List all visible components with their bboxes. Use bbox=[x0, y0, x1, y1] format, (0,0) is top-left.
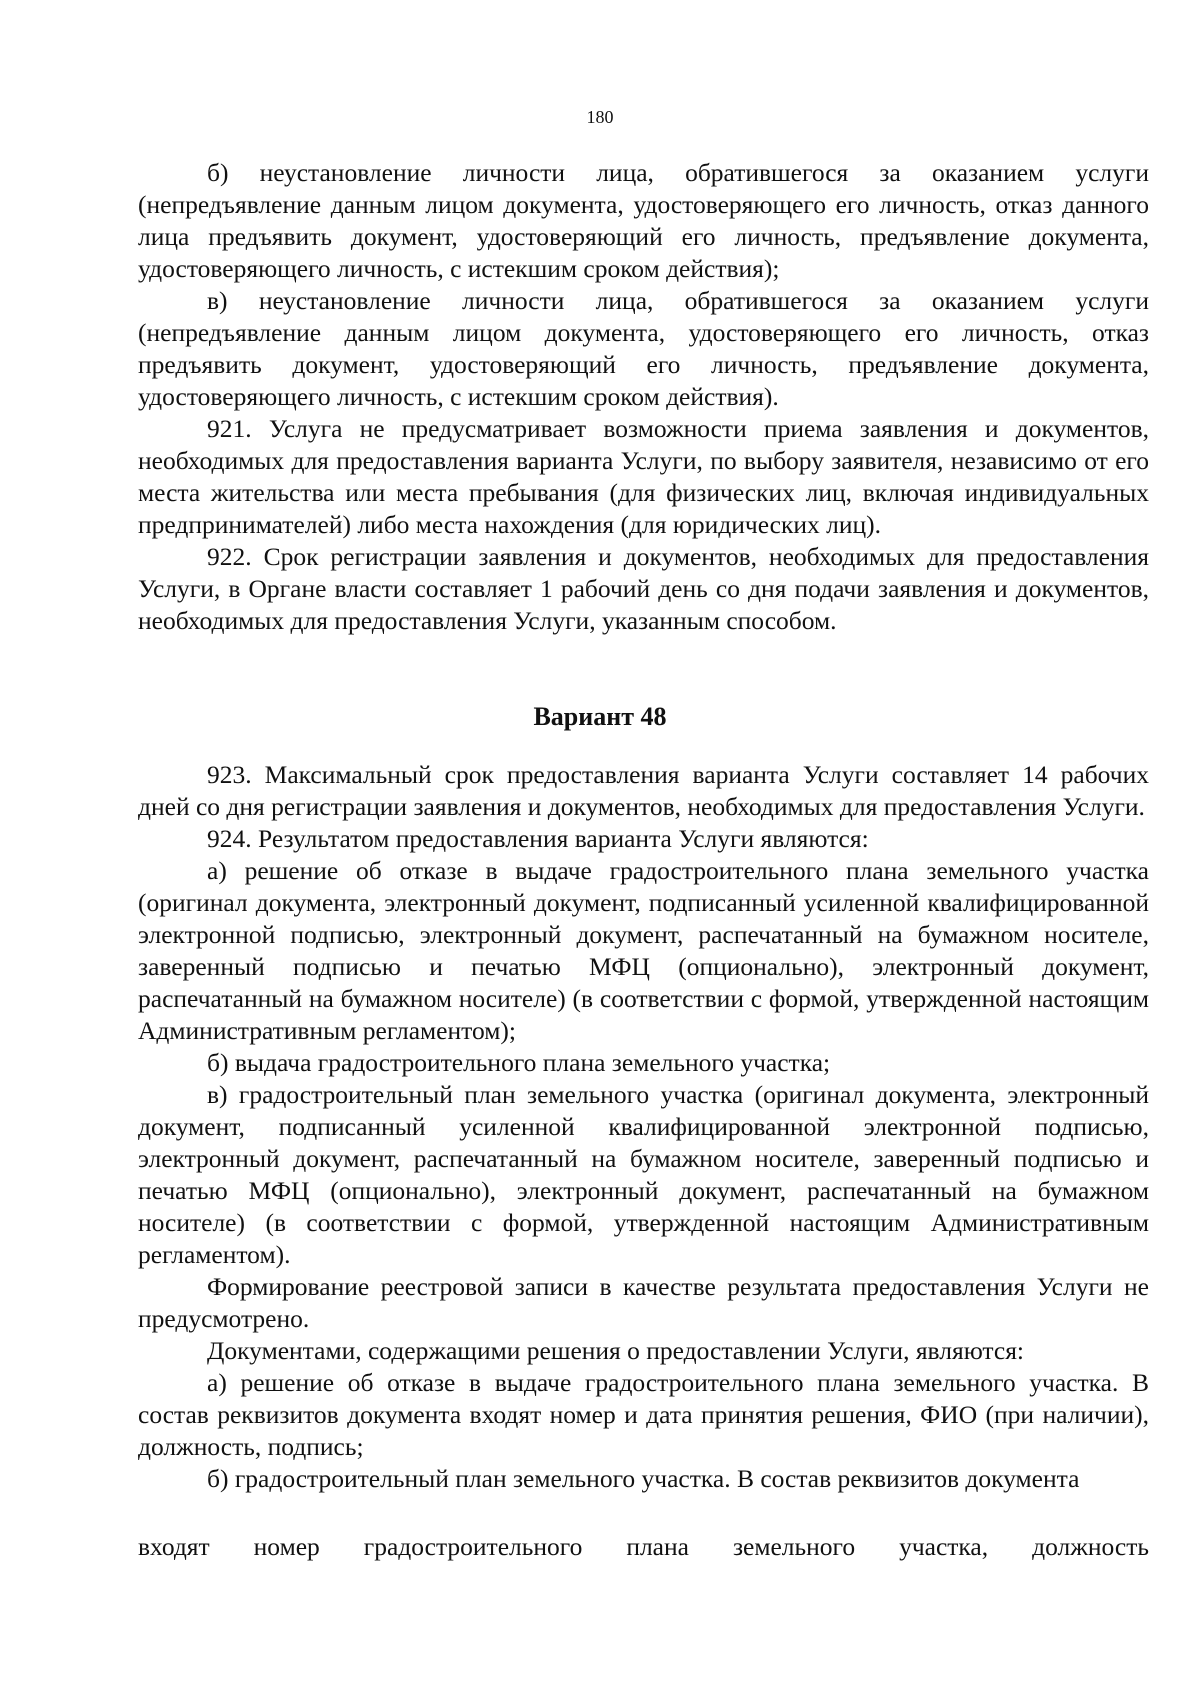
paragraph: б) градостроительный план земельного участка. В состав реквизитов документа bbox=[207, 1464, 1080, 1493]
page-number: 180 bbox=[586, 107, 614, 127]
paragraph: б) неустановление личности лица, обратившегося за оказанием услуги (непредъявление данным лицом документа, удостоверяющего его личность, отказ данного лица предъявить документ, удостоверяющий его личность, предъявление документа, удостоверяющего личность, с истекшим сроком действия); bbox=[138, 158, 1149, 283]
word: земельного bbox=[732, 1532, 856, 1561]
continued-paragraph-last-line bbox=[138, 1531, 1149, 1563]
paragraph: 922. Срок регистрации заявления и документов, необходимых для предоставления Услуги, в Органе власти составляет 1 рабочий день со дня подачи заявления и документов, необходимых для предоставления Услуги, указанным способом. bbox=[138, 542, 1149, 635]
word: должность bbox=[1032, 1532, 1149, 1561]
paragraph: в) градостроительный план земельного участка (оригинал документа, электронный документ, подписанный усиленной квалифицированной электронной подписью, электронный документ, распечатанный на бумажном носителе, заверенный подписью и печатью МФЦ (опционально), электронный документ, распечатанный на бумажном носителе) (в соответствии с формой, утвержденной настоящим Административным регламентом). bbox=[138, 1080, 1149, 1269]
paragraph: Формирование реестровой записи в качестве результата предоставления Услуги не предусмотрено. bbox=[138, 1272, 1149, 1333]
section-heading: Вариант 48 bbox=[533, 702, 667, 731]
word: номер bbox=[253, 1532, 320, 1561]
word: участка, bbox=[899, 1532, 989, 1561]
word: градостроительного bbox=[363, 1532, 583, 1561]
text-block-before-heading bbox=[138, 157, 1149, 637]
paragraph: 923. Максимальный срок предоставления варианта Услуги составляет 14 рабочих дней со дня регистрации заявления и документов, необходимых для предоставления Услуги. bbox=[138, 760, 1149, 821]
paragraph: в) неустановление личности лица, обратившегося за оказанием услуги (непредъявление данным лицом документа, удостоверяющего его личность, отказ предъявить документ, удостоверяющий его личность, предъявление документа, удостоверяющего личность, с истекшим сроком действия). bbox=[138, 286, 1149, 411]
paragraph: б) выдача градостроительного плана земельного участка; bbox=[207, 1048, 831, 1077]
paragraph: а) решение об отказе в выдаче градостроительного плана земельного участка. В состав реквизитов документа входят номер и дата принятия решения, ФИО (при наличии), должность, подпись; bbox=[138, 1368, 1149, 1461]
text-block-after-heading bbox=[138, 759, 1149, 1495]
paragraph: Документами, содержащими решения о предоставлении Услуги, являются: bbox=[207, 1336, 1025, 1365]
paragraph: 924. Результатом предоставления варианта Услуги являются: bbox=[207, 824, 869, 853]
word: входят bbox=[138, 1532, 210, 1561]
paragraph: а) решение об отказе в выдаче градостроительного плана земельного участка (оригинал документа, электронный документ, подписанный усиленной квалифицированной электронной подписью, электронный документ, распечатанный на бумажном носителе, заверенный подписью и печатью МФЦ (опционально), электронный документ, распечатанный на бумажном носителе) (в соответствии с формой, утвержденной настоящим Административным регламентом); bbox=[138, 856, 1149, 1045]
paragraph: 921. Услуга не предусматривает возможности приема заявления и документов, необходимых для предоставления варианта Услуги, по выбору заявителя, независимо от его места жительства или места пребывания (для физических лиц, включая индивидуальных предпринимателей) либо места нахождения (для юридических лиц). bbox=[138, 414, 1149, 539]
word: плана bbox=[626, 1532, 689, 1561]
